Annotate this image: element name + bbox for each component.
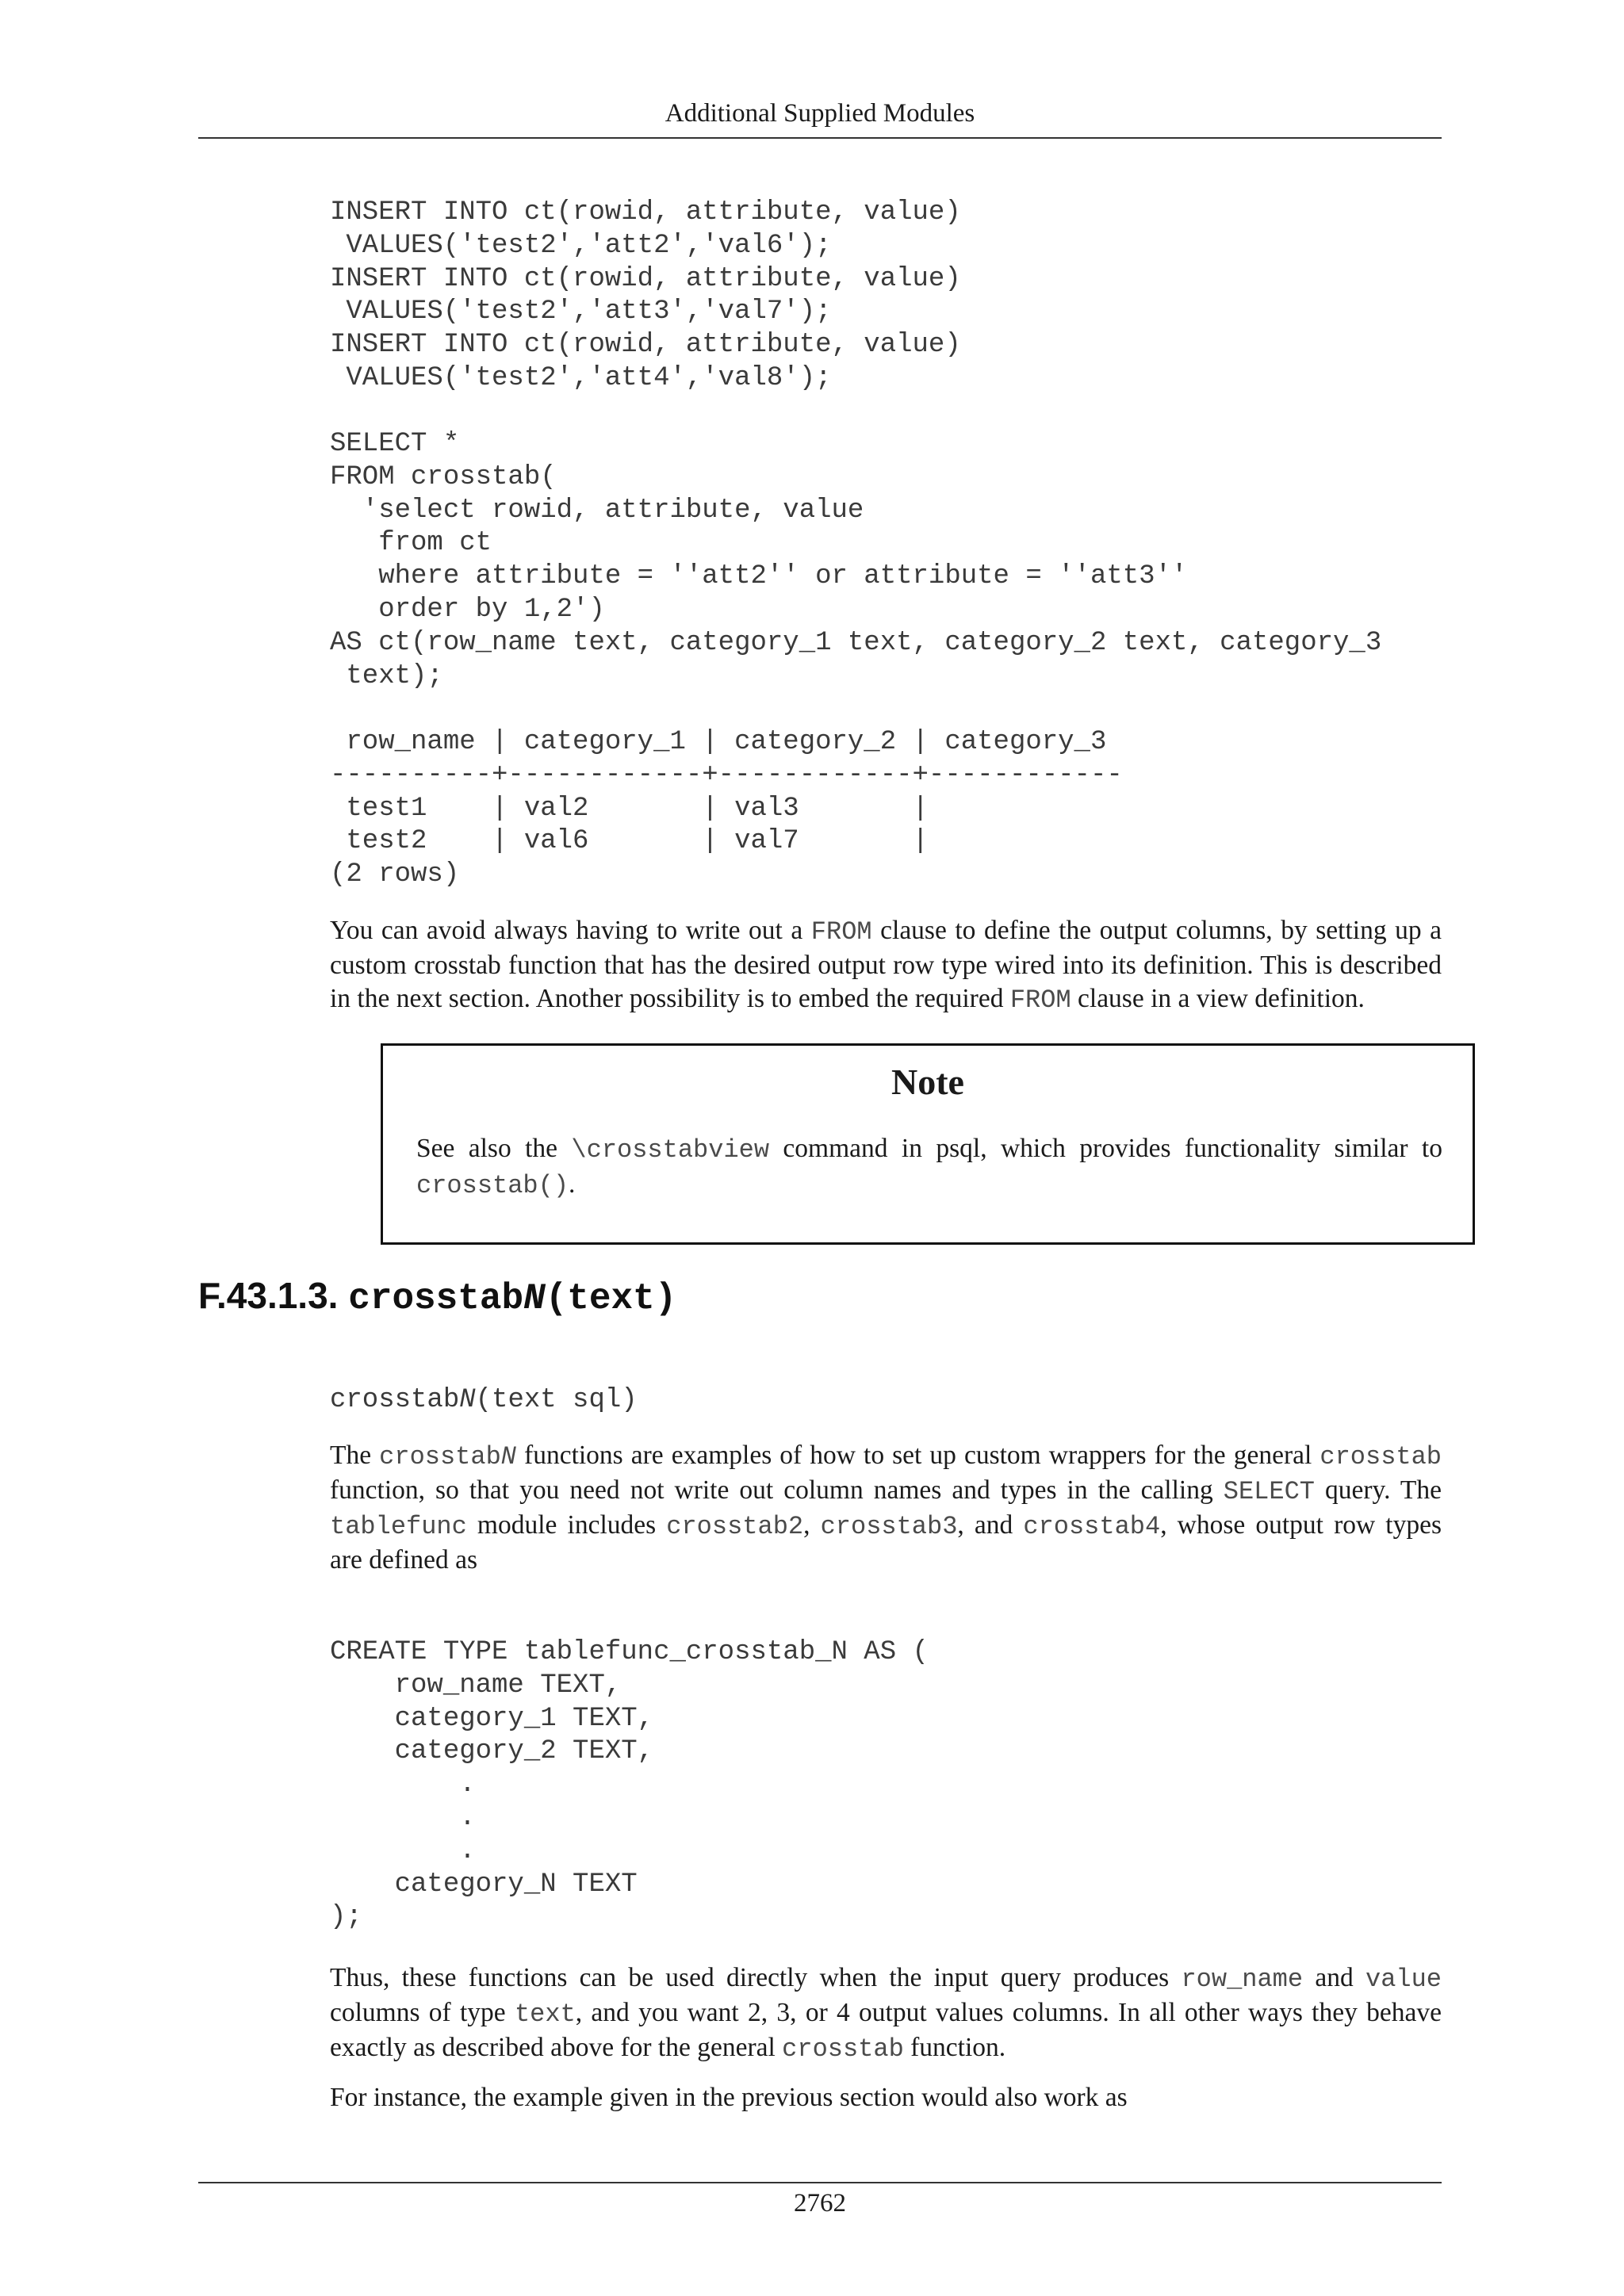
text-run: function. xyxy=(903,2033,1006,2062)
text-run: See also the xyxy=(416,1134,572,1163)
text-run: command in psql, which provides functionality similar to xyxy=(769,1134,1442,1163)
inline-code: crosstab3 xyxy=(820,1512,958,1541)
inline-code: value xyxy=(1365,1965,1442,1994)
inline-code: crosstab2 xyxy=(666,1512,804,1541)
text-run-italic: N xyxy=(459,1385,476,1415)
page-number: 2762 xyxy=(794,2189,846,2218)
inline-code: FROM xyxy=(1009,985,1071,1015)
text-run: columns of type xyxy=(330,1998,515,2027)
text-run: , and xyxy=(957,1510,1024,1540)
paragraph-crosstabn xyxy=(330,1439,1442,1577)
code-block-select-crosstab: SELECT * FROM crosstab( 'select rowid, attribute, value from ct where attribute = ''att2'' or attribute = ''att3'' order by 1,2') AS ct(row_name text, category_1 text, category_2 text, category_3 text); xyxy=(330,429,1382,691)
inline-code: crosstab xyxy=(782,2034,904,2064)
text-run: The xyxy=(330,1441,380,1470)
inline-code: crosstab xyxy=(1320,1442,1442,1471)
text-run: functions are examples of how to set up custom wrappers for the general xyxy=(515,1441,1320,1470)
note-title: Note xyxy=(891,1062,964,1102)
text-run: (text) xyxy=(545,1278,677,1319)
header-rule xyxy=(198,137,1442,139)
section-number: F.43.1.3. xyxy=(198,1275,339,1316)
paragraph-instance: For instance, the example given in the previous section would also work as xyxy=(330,2083,1128,2112)
text-run: crosstab xyxy=(379,1442,501,1471)
paragraph-from-clause xyxy=(330,914,1442,1017)
section-code-title xyxy=(348,1278,676,1319)
code-block-signature xyxy=(330,1384,638,1418)
section-heading xyxy=(198,1272,676,1322)
text-run-italic: N xyxy=(523,1278,546,1319)
inline-code: \crosstabview xyxy=(571,1135,770,1165)
inline-code: row_name xyxy=(1181,1965,1304,1994)
text-run-italic: N xyxy=(500,1442,516,1471)
text-run: function, so that you need not write out column names and types in the calling xyxy=(330,1475,1224,1505)
text-run: module includes xyxy=(466,1510,667,1540)
note-text xyxy=(416,1131,1442,1203)
text-run: query. The xyxy=(1314,1475,1442,1505)
text-run: clause in a view definition. xyxy=(1071,984,1365,1013)
note-box xyxy=(381,1043,1475,1245)
inline-code: crosstab() xyxy=(416,1171,569,1200)
code-block-create-type: CREATE TYPE tablefunc_crosstab_N AS ( row_name TEXT, category_1 TEXT, category_2 TEXT, . . . category_N TEXT ); xyxy=(330,1637,929,1933)
text-run: (text sql) xyxy=(475,1385,638,1415)
text-run: You can avoid always having to write out a xyxy=(330,916,811,945)
code-block-query-output: row_name | category_1 | category_2 | category_3 ----------+------------+------------+------------ test1 | val2 | val3 | test2 | val6 | val7 | (2 rows) xyxy=(330,727,1123,890)
text-run: , xyxy=(803,1510,821,1540)
text-run: , and you want 2, 3, or 4 output values columns. In all other ways they behave exactly as described above for the general xyxy=(330,1998,1442,2062)
text-run: , whose output row types are defined as xyxy=(330,1510,1442,1575)
paragraph-thus xyxy=(330,1961,1442,2066)
code-block-inserts: INSERT INTO ct(rowid, attribute, value) VALUES('test2','att2','val6'); INSERT INTO ct(rowid, attribute, value) VALUES('test2','att3','val7'); INSERT INTO ct(rowid, attribute, value) VALUES('test2','att4','val8'); xyxy=(330,197,961,393)
inline-code: tablefunc xyxy=(330,1512,467,1541)
inline-code: FROM xyxy=(810,917,872,947)
text-run: Thus, these functions can be used directly when the input query produces xyxy=(330,1963,1182,1992)
inline-code: text xyxy=(514,1999,576,2029)
text-run: clause to define the output columns, by setting up a custom crosstab function that has the desired output row type wired into its definition. This is described in the next section. Another possibility is to embed the required xyxy=(330,916,1442,1013)
inline-code: SELECT xyxy=(1223,1477,1315,1506)
inline-code: crosstab4 xyxy=(1023,1512,1161,1541)
inline-code xyxy=(379,1442,516,1471)
text-run: crosstab xyxy=(330,1385,460,1415)
text-run: . xyxy=(569,1169,576,1199)
text-run: crosstab xyxy=(348,1278,524,1319)
text-run: and xyxy=(1303,1963,1365,1992)
running-header: Additional Supplied Modules xyxy=(665,99,975,128)
